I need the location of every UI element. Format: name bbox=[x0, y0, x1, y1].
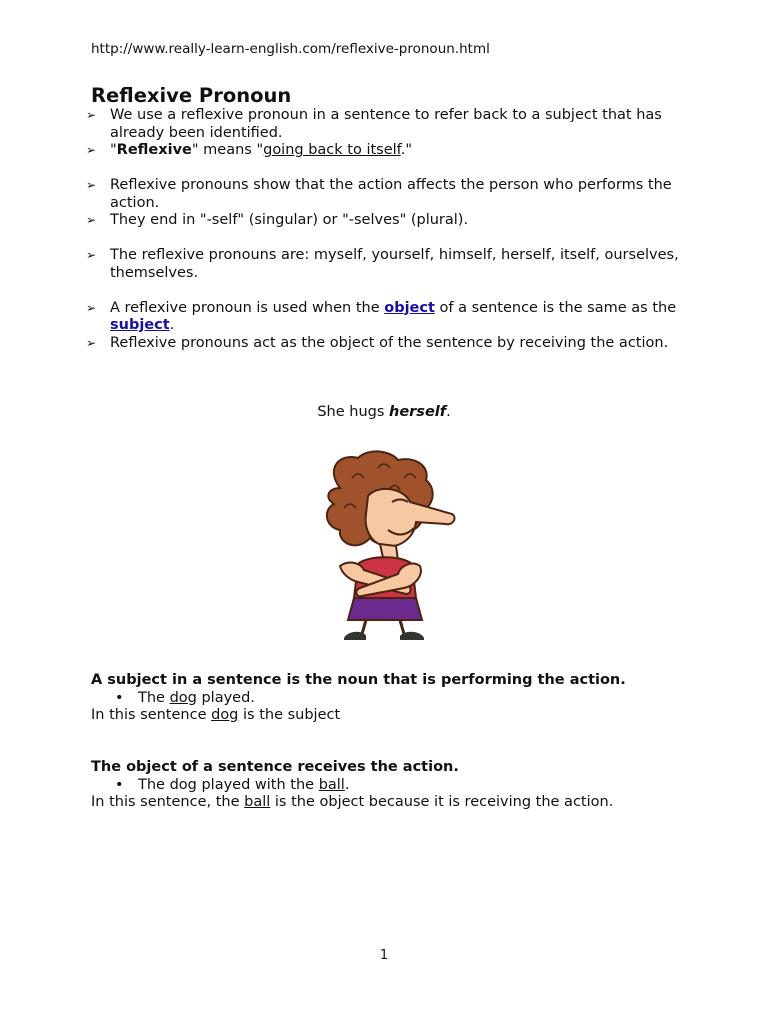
arrow-bullet-icon: ➢ bbox=[86, 178, 97, 192]
bullet-dot-icon: • bbox=[115, 689, 124, 706]
object-heading: The object of a sentence receives the action. bbox=[91, 759, 459, 775]
arrow-bullet-icon: ➢ bbox=[86, 213, 97, 227]
list-item: ➢ Reflexive pronouns show that the action affects the person who performs the action. bbox=[86, 177, 672, 211]
list-item: • The dog played with the ball. bbox=[115, 776, 350, 793]
illustration-caption: She hugs herself. bbox=[317, 404, 451, 420]
list-item: ➢ Reflexive pronouns act as the object of the sentence by receiving the action. bbox=[86, 334, 669, 351]
arrow-bullet-icon: ➢ bbox=[86, 248, 97, 262]
object-explanation: In this sentence, the ball is the object because it is receiving the action. bbox=[91, 794, 614, 810]
list-item: • The dog played. bbox=[115, 689, 255, 706]
page-number: 1 bbox=[379, 948, 389, 963]
woman-hugging-herself-illustration bbox=[300, 448, 470, 643]
object-link[interactable]: object bbox=[384, 299, 435, 316]
arrow-bullet-icon: ➢ bbox=[86, 300, 97, 315]
bullet-list bbox=[86, 107, 686, 352]
source-url: http://www.really-learn-english.com/reflexive-pronoun.html bbox=[91, 41, 490, 57]
subject-heading: A subject in a sentence is the noun that is performing the action. bbox=[91, 672, 626, 688]
page-title: Reflexive Pronoun bbox=[91, 84, 292, 107]
bullet-dot-icon: • bbox=[115, 776, 124, 793]
subject-section bbox=[91, 672, 711, 725]
object-section bbox=[91, 759, 711, 812]
list-item: ➢ A reflexive pronoun is used when the object of a sentence is the same as the subject. bbox=[86, 299, 677, 333]
arrow-bullet-icon: ➢ bbox=[86, 108, 97, 122]
arrow-bullet-icon: ➢ bbox=[86, 335, 97, 350]
list-item: ➢ They end in "-self" (singular) or "-selves" (plural). bbox=[86, 212, 469, 228]
list-item: ➢ We use a reflexive pronoun in a sentence to refer back to a subject that has already been identified. bbox=[86, 107, 662, 141]
subject-link[interactable]: subject bbox=[110, 317, 170, 333]
arrow-bullet-icon: ➢ bbox=[86, 143, 97, 157]
list-item: ➢ "Reflexive" means "going back to itself." bbox=[86, 142, 412, 158]
subject-explanation: In this sentence dog is the subject bbox=[91, 707, 341, 723]
list-item: ➢ The reflexive pronouns are: myself, yourself, himself, herself, itself, ourselves, themselves. bbox=[86, 247, 679, 281]
